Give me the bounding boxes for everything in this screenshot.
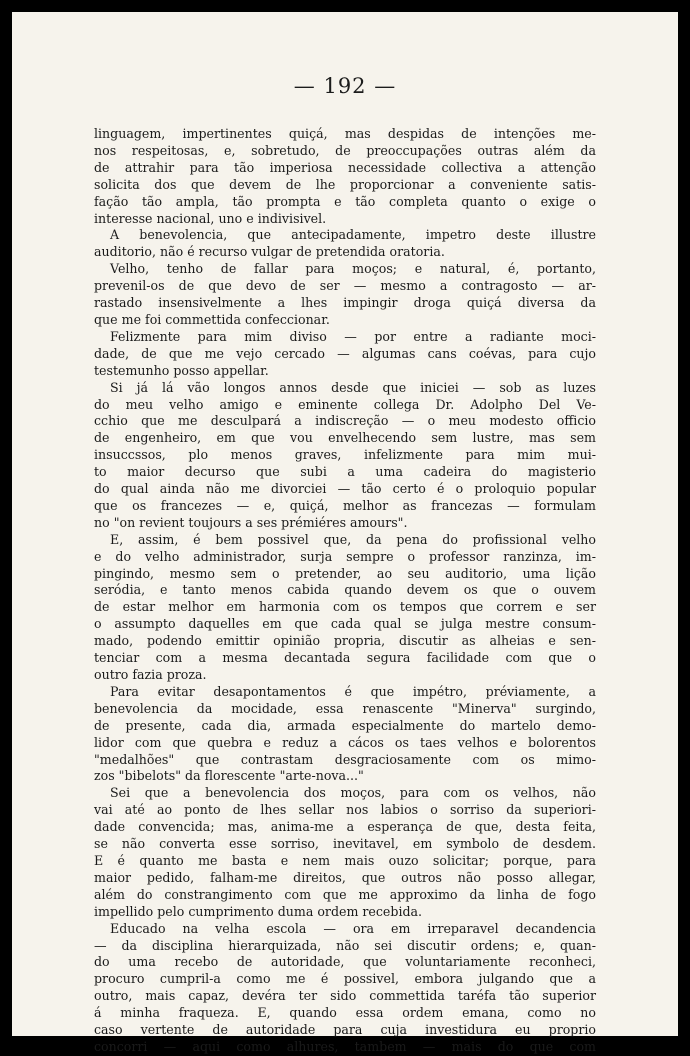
paragraph (94, 126, 596, 227)
text-line: — da disciplina hierarquizada, não sei discutir ordens; e, quan- (94, 937, 596, 953)
body-text (94, 126, 596, 1056)
text-line: benevolencia da mocidade, essa renascente "Minerva" surgindo, (94, 700, 596, 716)
text-line: que os francezes — e, quiçá, melhor as francezas — formulam (94, 497, 596, 513)
text-line: fação tão ampla, tão prompta e tão completa quanto o exige o (94, 193, 596, 209)
text-line: interesse nacional, uno e indivisivel. (94, 210, 327, 226)
text-line: E é quanto me basta e nem mais ouzo solicitar; porque, para (94, 852, 596, 868)
text-line: rastado insensivelmente a lhes impingir droga quiçá diversa da (94, 295, 596, 311)
text-line: o assumpto daquelles em que cada qual se julga mestre consum- (94, 616, 596, 632)
text-line: que me foi commettida confeccionar. (94, 311, 330, 327)
text-line: de estar melhor em harmonia com os tempos que correm e ser (94, 599, 596, 615)
paragraph (94, 684, 596, 785)
text-line: outro, mais capaz, devéra ter sido commettida taréfa tão superior (94, 988, 596, 1004)
paragraph (94, 380, 596, 532)
text-line: do uma recebo de autoridade, que voluntariamente reconheci, (94, 954, 596, 970)
text-line: outro fazia proza. (94, 667, 207, 682)
text-line: dade, de que me vejo cercado — algumas cans coévas, para cujo (94, 345, 596, 361)
text-line: Para evitar desapontamentos é que impétro, préviamente, a (110, 683, 596, 699)
text-line: mado, podendo emittir opinião propria, discutir as alheias e sen- (94, 633, 596, 649)
paragraph (94, 785, 596, 920)
text-line: insuccssos, plo menos graves, infelizmente para mim mui- (94, 447, 596, 463)
text-line: testemunho posso appellar. (94, 362, 269, 378)
text-line: Sei que a benevolencia dos moços, para com os velhos, não (110, 785, 596, 801)
text-line: A benevolencia, que antecipadamente, impetro deste illustre (110, 227, 596, 243)
text-line: pingindo, mesmo sem o pretender, ao seu auditorio, uma lição (94, 565, 596, 581)
text-line: Educado na velha escola — ora em irreparavel decandencia (110, 920, 596, 936)
text-line: zos "bibelots" da florescente "arte-nova..." (94, 768, 364, 784)
text-line: seródia, e tanto menos cabida quando devem os que o ouvem (94, 582, 596, 598)
text-line: lidor com que quebra e reduz a cácos os taes velhos e bolorentos (94, 734, 596, 750)
paragraph (94, 261, 596, 329)
text-line: caso vertente de autoridade para cuja investidura eu proprio (94, 1022, 596, 1038)
text-line: to maior decurso que subi a uma cadeira do magisterio (94, 464, 596, 480)
text-line: se não converta esse sorriso, inevitavel, em symbolo de desdem. (94, 836, 596, 852)
text-line: á minha fraqueza. E, quando essa ordem emana, como no (94, 1005, 596, 1021)
text-line: solicita dos que devem de lhe proporcionar a conveniente satis- (94, 176, 596, 192)
book-page (12, 12, 678, 1054)
text-line: do qual ainda não me divorciei — tão certo é o proloquio popular (94, 481, 596, 497)
paragraph (94, 921, 596, 1056)
text-line: maior pedido, falham-me direitos, que outros não posso allegar, (94, 869, 596, 885)
text-line: de presente, cada dia, armada especialmente do martelo demo- (94, 717, 596, 733)
text-line: de engenheiro, em que vou envelhecendo sem lustre, mas sem (94, 430, 596, 446)
paragraph (94, 227, 596, 261)
text-line: Si já lá vão longos annos desde que iniciei — sob as luzes (110, 379, 596, 395)
text-line: do meu velho amigo e eminente collega Dr. Adolpho Del Ve- (94, 396, 596, 412)
text-line: além do constrangimento com que me approximo da linha de fogo (94, 886, 596, 902)
text-line: Velho, tenho de fallar para moços; e natural, é, portanto, (110, 261, 596, 277)
text-line: auditorio, não é recurso vulgar de pretendida oratoria. (94, 244, 445, 260)
text-line: de attrahir para tão imperiosa necessidade collectiva a attenção (94, 159, 596, 175)
text-line: Felizmente para mim diviso — por entre a radiante moci- (110, 328, 596, 344)
text-line: no "on revient toujours a ses prémiéres amours". (94, 514, 408, 530)
text-line: concorri — aqui como alhures, tambem — mais do que com (94, 1038, 596, 1054)
text-line: cchio que me desculpará a indiscreção — o meu modesto officio (94, 413, 596, 429)
text-line: procuro cumpril-a como me é possivel, embora julgando que a (94, 971, 596, 987)
text-line: impellido pelo cumprimento duma ordem recebida. (94, 903, 423, 919)
text-line: prevenil-os de que devo de ser — mesmo a contragosto — ar- (94, 278, 596, 294)
text-line: dade convencida; mas, anima-me a esperança de que, desta feita, (94, 819, 596, 835)
text-line: linguagem, impertinentes quiçá, mas despidas de intenções me- (94, 126, 596, 141)
text-line: tenciar com a mesma decantada segura facilidade com que o (94, 650, 596, 666)
text-line: e do velho administrador, surja sempre o professor ranzinza, im- (94, 548, 596, 564)
page-number: — 192 — (293, 74, 397, 98)
text-line: "medalhões" que contrastam desgraciosamente com os mimo- (94, 751, 596, 767)
text-line: vai até ao ponto de lhes sellar nos labios o sorriso da superiori- (94, 802, 596, 818)
text-line: nos respeitosas, e, sobretudo, de preoccupações outras além da (94, 142, 596, 158)
paragraph (94, 329, 596, 380)
text-line: E, assim, é bem possivel que, da pena do profissional velho (110, 531, 596, 547)
paragraph (94, 532, 596, 684)
